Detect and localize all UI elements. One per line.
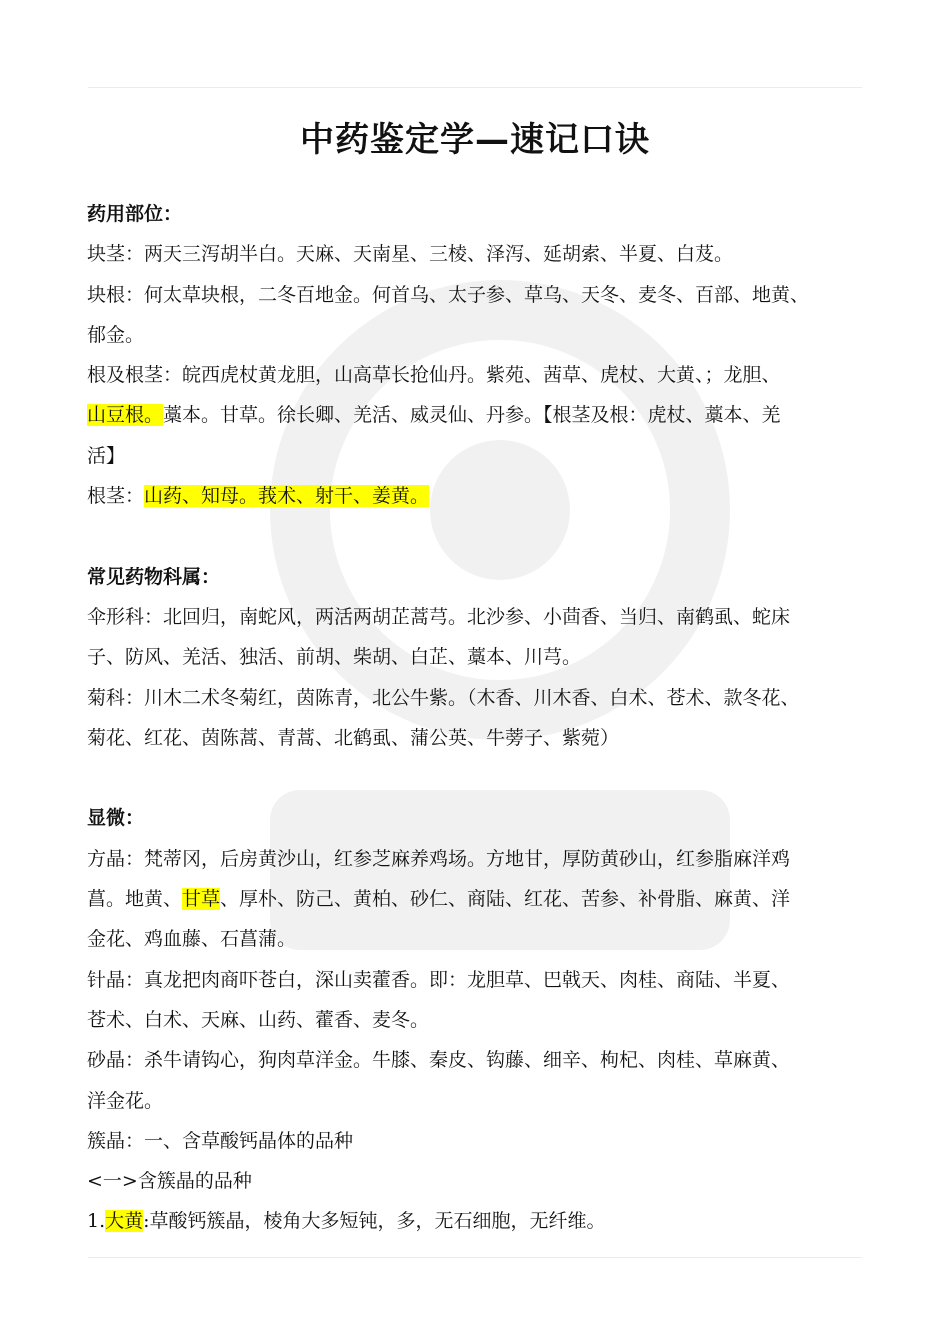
text-line [87,1201,877,1241]
document-body [87,194,877,1242]
highlighted-text: 山豆根。 [87,404,164,427]
text-line: 菊科：川木二术冬菊红，茵陈青，北公牛紫。（木香、川木香、白术、苍术、款冬花、 [87,686,800,709]
text-line: 子、防风、羌活、独活、前胡、柴胡、白芷、藁本、川芎。 [87,646,582,669]
text-line: 方晶：梵蒂冈，后房黄沙山，红参芝麻养鸡场。方地甘，厚防黄砂山，红参脂麻洋鸡 [87,847,791,870]
text-span: 根茎： [87,485,145,508]
text-line: 块茎：两天三泻胡半白。天麻、天南星、三棱、泽泻、延胡索、半夏、白芨。 [87,243,734,266]
text-line: 活】 [87,444,126,467]
section-heading-medicinal-parts: 药用部位： [87,203,183,225]
text-line: 金花、鸡血藤、石菖蒲。 [87,928,297,951]
highlighted-text: 大黄 [105,1210,144,1233]
text-span: 、厚朴、防己、黄柏、砂仁、商陆、红花、苦参、补骨脂、麻黄、洋 [220,888,791,911]
text-line: 根及根茎：皖西虎杖黄龙胆，山高草长抢仙丹。紫苑、茜草、虎杖、大黄、；龙胆、 [87,364,781,387]
text-span: 菖。地黄、 [87,888,183,911]
text-line: 郁金。 [87,323,145,346]
text-line: 伞形科：北回归，南蛇风，两活两胡芷蒿芎。北沙参、小茴香、当归、南鹤虱、蛇床 [87,605,791,628]
text-span: 藁本。甘草。徐长卿、羌活、威灵仙、丹参。【根茎及根：虎杖、藁本、羌 [163,404,781,427]
text-line: 砂晶：杀牛请钩心，狗肉草洋金。牛膝、秦皮、钩藤、细辛、枸杞、肉桂、草麻黄、 [87,1049,791,1072]
text-line: 苍术、白术、天麻、山药、藿香、麦冬。 [87,1008,430,1031]
text-line: 簇晶：一、含草酸钙晶体的品种 [87,1129,354,1152]
top-divider [88,87,862,88]
section-heading-plant-families: 常见药物科属： [87,565,221,588]
highlighted-text: 甘草 [182,888,221,911]
bottom-divider [88,1257,862,1258]
text-line: 针晶：真龙把肉商吓苍白，深山卖藿香。即：龙胆草、巴戟天、肉桂、商陆、半夏、 [87,968,791,991]
text-line [87,476,877,516]
page-title: 中药鉴定学—速记口诀 [300,120,650,160]
section-heading-microscopy: 显微： [87,807,145,830]
text-span: 1. [87,1210,106,1233]
text-line [87,879,877,919]
text-line: <一>含簇晶的品种 [87,1170,252,1193]
highlighted-text: 山药、知母。莪术、射干、姜黄。 [144,485,430,508]
text-line: 块根：何太草块根，二冬百地金。何首乌、太子参、草乌、天冬、麦冬、百部、地黄、 [87,283,810,306]
text-line: 洋金花。 [87,1089,164,1112]
text-line [87,395,877,435]
text-span: :草酸钙簇晶，棱角大多短钝，多，无石细胞，无纤维。 [143,1210,606,1233]
text-line: 菊花、红花、茵陈蒿、青蒿、北鹤虱、蒲公英、牛蒡子、紫菀） [87,726,620,749]
